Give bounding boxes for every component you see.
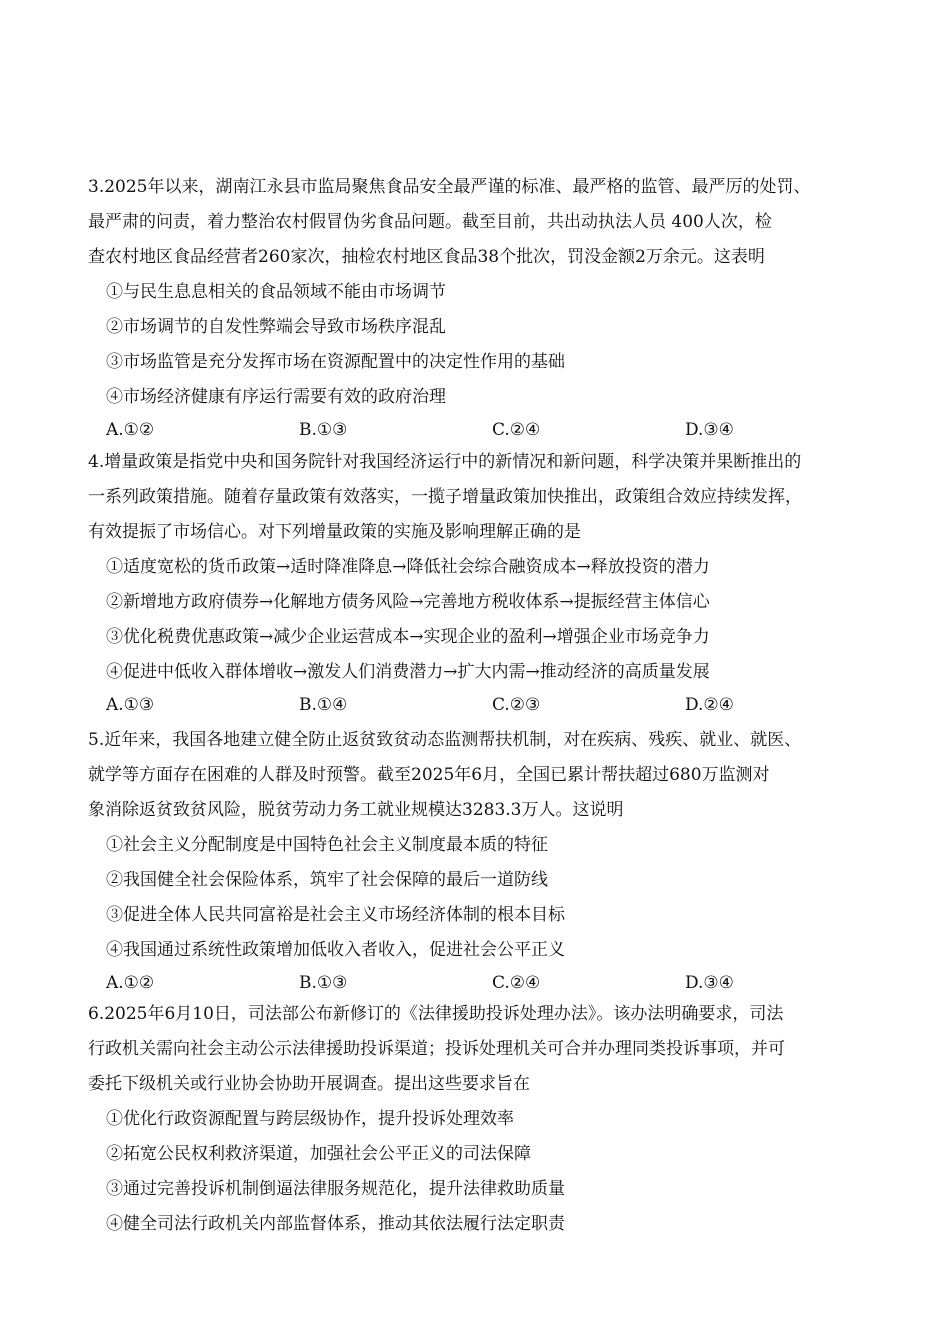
statement-3: ③通过完善投诉机制倒逼法律服务规范化，提升法律救助质量	[106, 1179, 565, 1199]
statement-4: ④健全司法行政机关内部监督体系，推动其依法履行法定职责	[106, 1214, 565, 1234]
choice-a: A.①②	[106, 420, 155, 440]
stem-line: 6.2025年6月10日，司法部公布新修订的《法律援助投诉处理办法》。该办法明确要求，司法	[88, 1004, 784, 1024]
question-stem	[88, 445, 878, 550]
question-stem	[88, 170, 878, 275]
statement-4: ④促进中低收入群体增收→激发人们消费潜力→扩大内需→推动经济的高质量发展	[106, 662, 710, 682]
choice-d: D.③④	[685, 420, 734, 440]
choice-b: B.①③	[299, 420, 348, 440]
choice-b: B.①③	[299, 973, 348, 993]
statement-2: ②新增地方政府债券→化解地方债务风险→完善地方税收体系→提振经营主体信心	[106, 592, 710, 612]
statement-4: ④市场经济健康有序运行需要有效的政府治理	[106, 387, 446, 407]
stem-line: 就学等方面存在困难的人群及时预警。截至2025年6月，全国已累计帮扶超过680万监测对	[88, 765, 770, 785]
choice-c: C.②④	[492, 420, 541, 440]
question-stem	[88, 723, 878, 828]
stem-line: 查农村地区食品经营者260家次，抽检农村地区食品38个批次，罚没金额2万余元。这表明	[88, 247, 765, 267]
stem-line: 行政机关需向社会主动公示法律援助投诉渠道；投诉处理机关可合并办理同类投诉事项，并可	[88, 1039, 785, 1059]
stem-line: 一系列政策措施。随着存量政策有效落实，一揽子增量政策加快推出，政策组合效应持续发挥，	[88, 487, 802, 507]
stem-line: 有效提振了市场信心。对下列增量政策的实施及影响理解正确的是	[88, 522, 581, 542]
statement-2: ②拓宽公民权利救济渠道，加强社会公平正义的司法保障	[106, 1144, 531, 1164]
statement-1: ①社会主义分配制度是中国特色社会主义制度最本质的特征	[106, 835, 548, 855]
question-5	[88, 723, 878, 998]
statement-3: ③市场监管是充分发挥市场在资源配置中的决定性作用的基础	[106, 352, 565, 372]
stem-line: 3.2025年以来，湖南江永县市监局聚焦食品安全最严谨的标准、最严格的监管、最严厉的处罚、	[88, 177, 811, 197]
question-3	[88, 170, 878, 445]
statement-2: ②我国健全社会保险体系，筑牢了社会保障的最后一道防线	[106, 870, 548, 890]
choice-b: B.①④	[299, 695, 348, 715]
question-4	[88, 445, 878, 720]
stem-line: 象消除返贫致贫风险，脱贫劳动力务工就业规模达3283.3万人。这说明	[88, 800, 624, 820]
stem-line: 最严肃的问责，着力整治农村假冒伪劣食品问题。截至目前，共出动执法人员 400人次，检	[88, 212, 772, 232]
question-stem	[88, 997, 878, 1102]
stem-line: 委托下级机关或行业协会协助开展调查。提出这些要求旨在	[88, 1074, 530, 1094]
statement-3: ③促进全体人民共同富裕是社会主义市场经济体制的根本目标	[106, 905, 565, 925]
choice-d: D.③④	[685, 973, 734, 993]
stem-line: 5.近年来，我国各地建立健全防止返贫致贫动态监测帮扶机制，对在疾病、残疾、就业、就医、	[88, 730, 802, 750]
choice-a: A.①②	[106, 973, 155, 993]
question-6	[88, 997, 878, 1242]
statement-2: ②市场调节的自发性弊端会导致市场秩序混乱	[106, 317, 446, 337]
statement-1: ①适度宽松的货币政策→适时降准降息→降低社会综合融资成本→释放投资的潜力	[106, 557, 710, 577]
statement-4: ④我国通过系统性政策增加低收入者收入，促进社会公平正义	[106, 940, 565, 960]
choice-d: D.②④	[685, 695, 734, 715]
choice-a: A.①③	[106, 695, 155, 715]
stem-line: 4.增量政策是指党中央和国务院针对我国经济运行中的新情况和新问题，科学决策并果断推出的	[88, 452, 802, 472]
statement-3: ③优化税费优惠政策→减少企业运营成本→实现企业的盈利→增强企业市场竞争力	[106, 627, 710, 647]
statement-1: ①优化行政资源配置与跨层级协作，提升投诉处理效率	[106, 1109, 514, 1129]
answer-choices	[88, 415, 878, 445]
choice-c: C.②④	[492, 973, 541, 993]
choice-c: C.②③	[492, 695, 541, 715]
answer-choices	[88, 968, 878, 998]
statement-1: ①与民生息息相关的食品领域不能由市场调节	[106, 282, 446, 302]
answer-choices	[88, 690, 878, 720]
